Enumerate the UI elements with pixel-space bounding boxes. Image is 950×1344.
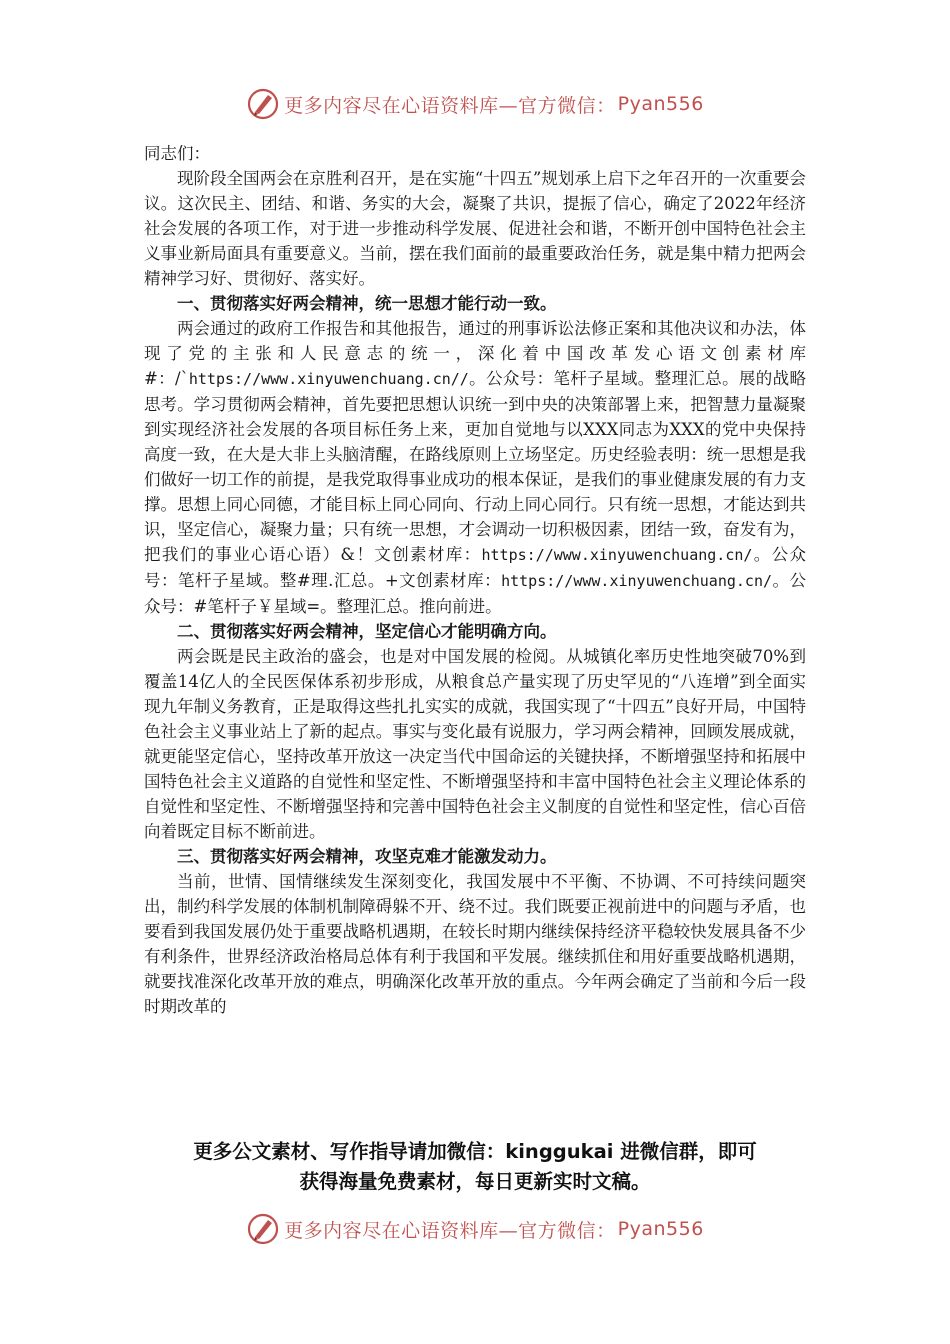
banner-wechat-id: Pyan556 [617,1218,704,1240]
salutation: 同志们： [144,144,210,163]
section-2-paragraph: 两会既是民主政治的盛会，也是对中国发展的检阅。从城镇化率历史性地突破70%到覆盖14亿人的全民医保体系初步形成，从粮食总产量实现了历史罕见的“八连增”到全面实现九年制义务教育，正是取得这些扎扎实实的成就，我国实现了“十四五”良好开局，中国特色社会主义事业站上了新的起点。事实与变化最有说服力，学习两会精神，回顾发展成就，就更能坚定信心，坚持改革开放这一决定当代中国命运的关键抉择，不断增强坚持和拓展中国特色社会主义道路的自觉性和坚定性、不断增强坚持和丰富中国特色社会主义理论体系的自觉性和坚定性、不断增强坚持和完善中国特色社会主义制度的自觉性和坚定性，信心百倍向着既定目标不断前进。 [144,647,806,841]
section-1-url-2: https://www.xinyuwenchuang.cn/ [481,546,753,564]
footer-watermark-banner [0,1209,950,1249]
section-1-text-a: 两会通过的政府工作报告和其他报告，通过的刑事诉讼法修正案和其他决议和办法，体现了党的主张和人民意志的统一，深化着中国改革发心语文创素材库#：/` [144,319,806,388]
section-1-url-3: https://www.xinyuwenchuang.cn/ [501,572,773,590]
section-1-url-1: https://www.xinyuwenchuang.cn// [188,370,469,388]
section-3-paragraph: 当前，世情、国情继续发生深刻变化，我国发展中不平衡、不协调、不可持续问题突出，制约科学发展的体制机制障碍躲不开、绕不过。我们既要正视前进中的问题与矛盾，也要看到我国发展仍处于重要战略机遇期，在较长时期内继续保持经济平稳较快发展具备不少有利条件，世界经济政治格局总体有利于我国和平发展。继续抓住和用好重要战略机遇期，就要找准深化改革开放的难点，明确深化改革开放的重点。今年两会确定了当前和今后一段时期改革的 [144,872,806,1016]
header-watermark-banner [0,84,950,124]
section-1-text-d: 。公众号：#笔杆子￥星域=。整理汇总。推向前进。 [144,571,807,616]
section-2-heading: 二、贯彻落实好两会精神，坚定信心才能明确方向。 [177,622,557,641]
pen-logo-icon [246,1212,280,1246]
banner-text: 更多内容尽在心语资料库—官方微信： [284,94,616,117]
section-1-paragraph [144,316,806,619]
intro-paragraph: 现阶段全国两会在京胜利召开，是在实施“十四五”规划承上启下之年召开的一次重要会议。这次民主、团结、和谐、务实的大会，凝聚了共识，提振了信心，确定了2022年经济社会发展的各项工作，对于进一步推动科学发展、促进社会和谐，不断开创中国特色社会主义事业新局面具有重要意义。当前，摆在我们面前的最重要政治任务，就是集中精力把两会精神学习好、贯彻好、落实好。 [144,169,806,288]
section-1-text-c: 。公众号：笔杆子星域。整#理.汇总。+文创素材库： [144,545,807,590]
section-3-heading: 三、贯彻落实好两会精神，攻坚克难才能激发动力。 [177,847,557,866]
promo-callout [120,1137,830,1197]
section-1-heading: 一、贯彻落实好两会精神，统一思想才能行动一致。 [177,294,557,313]
promo-line-1: 更多公文素材、写作指导请加微信：kinggukai 进微信群，即可 [193,1140,757,1163]
document-body [144,141,806,1019]
banner-wechat-id: Pyan556 [617,93,704,115]
promo-line-2: 获得海量免费素材，每日更新实时文稿。 [299,1170,651,1193]
section-1-text-b: 。公众号：笔杆子星域。整理汇总。展的战略思考。学习贯彻两会精神，首先要把思想认识统一到中央的决策部署上来，把智慧力量凝聚到实现经济社会发展的各项目标任务上来，更加自觉地与以XXX同志为XXX的党中央保持高度一致，在大是大非上头脑清醒，在路线原则上立场坚定。历史经验表明：统一思想是我们做好一切工作的前提，是我党取得事业成功的根本保证，是我们的事业健康发展的有力支撑。思想上同心同德，才能目标上同心同向、行动上同心同行。只有统一思想，才能达到共识，坚定信心，凝聚力量；只有统一思想，才会调动一切积极因素，团结一致，奋发有为，把我们的事业心语心语）&！文创素材库： [144,369,807,564]
banner-text: 更多内容尽在心语资料库—官方微信： [284,1219,616,1242]
pen-logo-icon [246,87,280,121]
